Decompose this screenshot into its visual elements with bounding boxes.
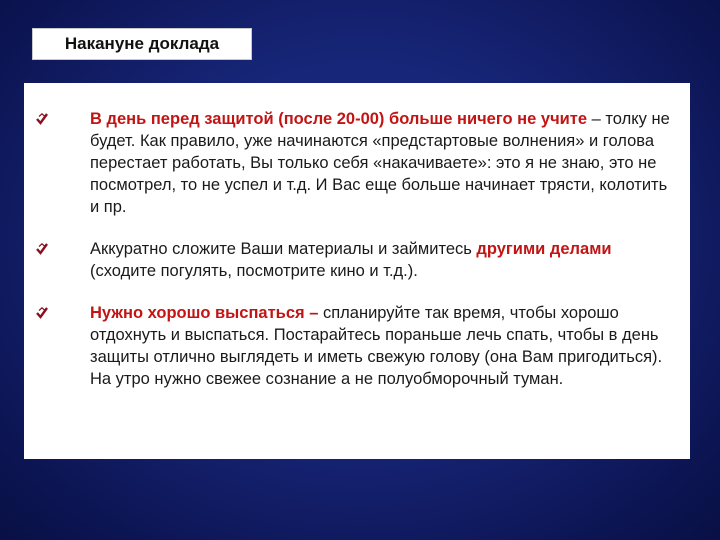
title-box (32, 28, 252, 60)
checkmark-diamond-icon (36, 108, 90, 218)
bullet-lead-emphasis: В день перед защитой (после 20-00) больше ничего не учите (90, 110, 588, 128)
slide-title: Накануне доклада (64, 34, 220, 53)
checkmark-diamond-icon (36, 238, 90, 282)
bullet-item (36, 302, 676, 390)
content-panel (24, 83, 690, 459)
bullet-body-post: (сходите погулять, посмотрите кино и т.д.). (90, 262, 418, 280)
bullet-body: – толку не будет. Как правило, уже начинаются «предстартовые волнения» и голова перестает работать, Вы только себя «накачиваете»: это я не знаю, это не посмотрел, то не успел и т.д. И Вас еще больше начинает трясти, колотить и пр. (90, 110, 670, 216)
bullet-highlight: другими делами (476, 240, 612, 258)
bullet-item (36, 108, 676, 218)
checkmark-diamond-icon (36, 302, 90, 390)
bullet-text (90, 302, 676, 390)
bullet-lead-emphasis: Нужно хорошо выспаться – (90, 304, 319, 322)
bullet-body-pre: Аккуратно сложите Ваши материалы и займитесь (90, 240, 477, 258)
bullet-body: спланируйте так время, чтобы хорошо отдохнуть и выспаться. Постарайтесь пораньше лечь спать, чтобы в день защиты отлично выглядеть и иметь свежую голову (она Вам пригодиться). На утро нужно свежее сознание а не полуобморочный туман. (90, 304, 663, 388)
bullet-item (36, 238, 676, 282)
bullet-text (90, 238, 676, 282)
bullet-text (90, 108, 676, 218)
